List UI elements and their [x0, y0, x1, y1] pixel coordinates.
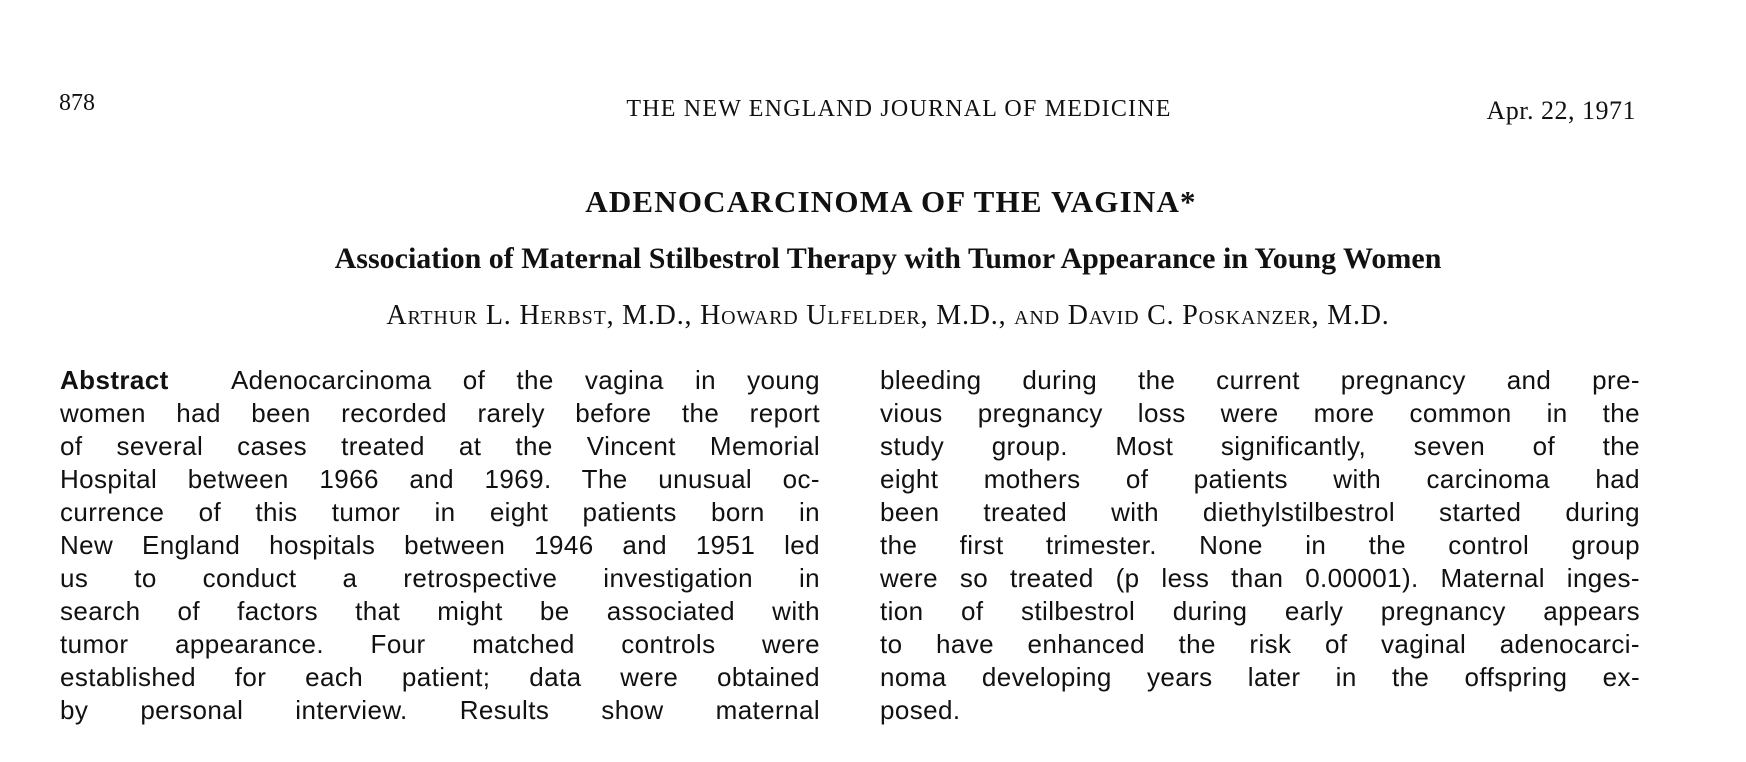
abstract-line: posed.	[880, 695, 961, 725]
abstract-line: New England hospitals between 1946 and 1951 led	[60, 530, 820, 560]
abstract-line: tion of stilbestrol during early pregnancy appears	[880, 596, 1640, 626]
abstract-line: vious pregnancy loss were more common in the	[880, 398, 1640, 428]
abstract-line: us to conduct a retrospective investigation in	[60, 563, 820, 593]
abstract-line: women had been recorded rarely before the report	[60, 398, 820, 428]
abstract-left-column	[60, 364, 820, 727]
page-number: 878	[59, 90, 95, 116]
abstract-line: by personal interview. Results show maternal	[60, 695, 820, 725]
abstract-label: Abstract	[60, 365, 169, 395]
abstract-line: Hospital between 1966 and 1969. The unusual oc-	[60, 464, 820, 494]
abstract-line: were so treated (p less than 0.00001). Maternal inges-	[880, 563, 1640, 593]
article-subtitle: Association of Maternal Stilbestrol Therapy with Tumor Appearance in Young Women	[334, 242, 1442, 275]
abstract-line: of several cases treated at the Vincent Memorial	[60, 431, 820, 461]
abstract-line: currence of this tumor in eight patients born in	[60, 497, 820, 527]
abstract-right-column	[880, 364, 1640, 727]
abstract-line: established for each patient; data were obtained	[60, 662, 820, 692]
abstract-line: bleeding during the current pregnancy and pre-	[880, 365, 1640, 395]
abstract-line: study group. Most significantly, seven of the	[880, 431, 1640, 461]
abstract-line: eight mothers of patients with carcinoma had	[880, 464, 1640, 494]
abstract-line: to have enhanced the risk of vaginal adenocarci-	[880, 629, 1640, 659]
abstract-line: Abstract Adenocarcinoma of the vagina in young	[60, 365, 820, 395]
abstract-line: tumor appearance. Four matched controls were	[60, 629, 820, 659]
abstract-line: search of factors that might be associated with	[60, 596, 820, 626]
issue-date: Apr. 22, 1971	[1486, 96, 1636, 125]
article-title: ADENOCARCINOMA OF THE VAGINA*	[585, 184, 1197, 219]
abstract-line: noma developing years later in the offspring ex-	[880, 662, 1640, 692]
abstract-line: been treated with diethylstilbestrol started during	[880, 497, 1640, 527]
abstract-line: the first trimester. None in the control group	[880, 530, 1640, 560]
journal-title: THE NEW ENGLAND JOURNAL OF MEDICINE	[626, 96, 1172, 122]
author-list: Arthur L. Herbst, M.D., Howard Ulfelder, M.D., and David C. Poskanzer, M.D.	[386, 300, 1390, 331]
